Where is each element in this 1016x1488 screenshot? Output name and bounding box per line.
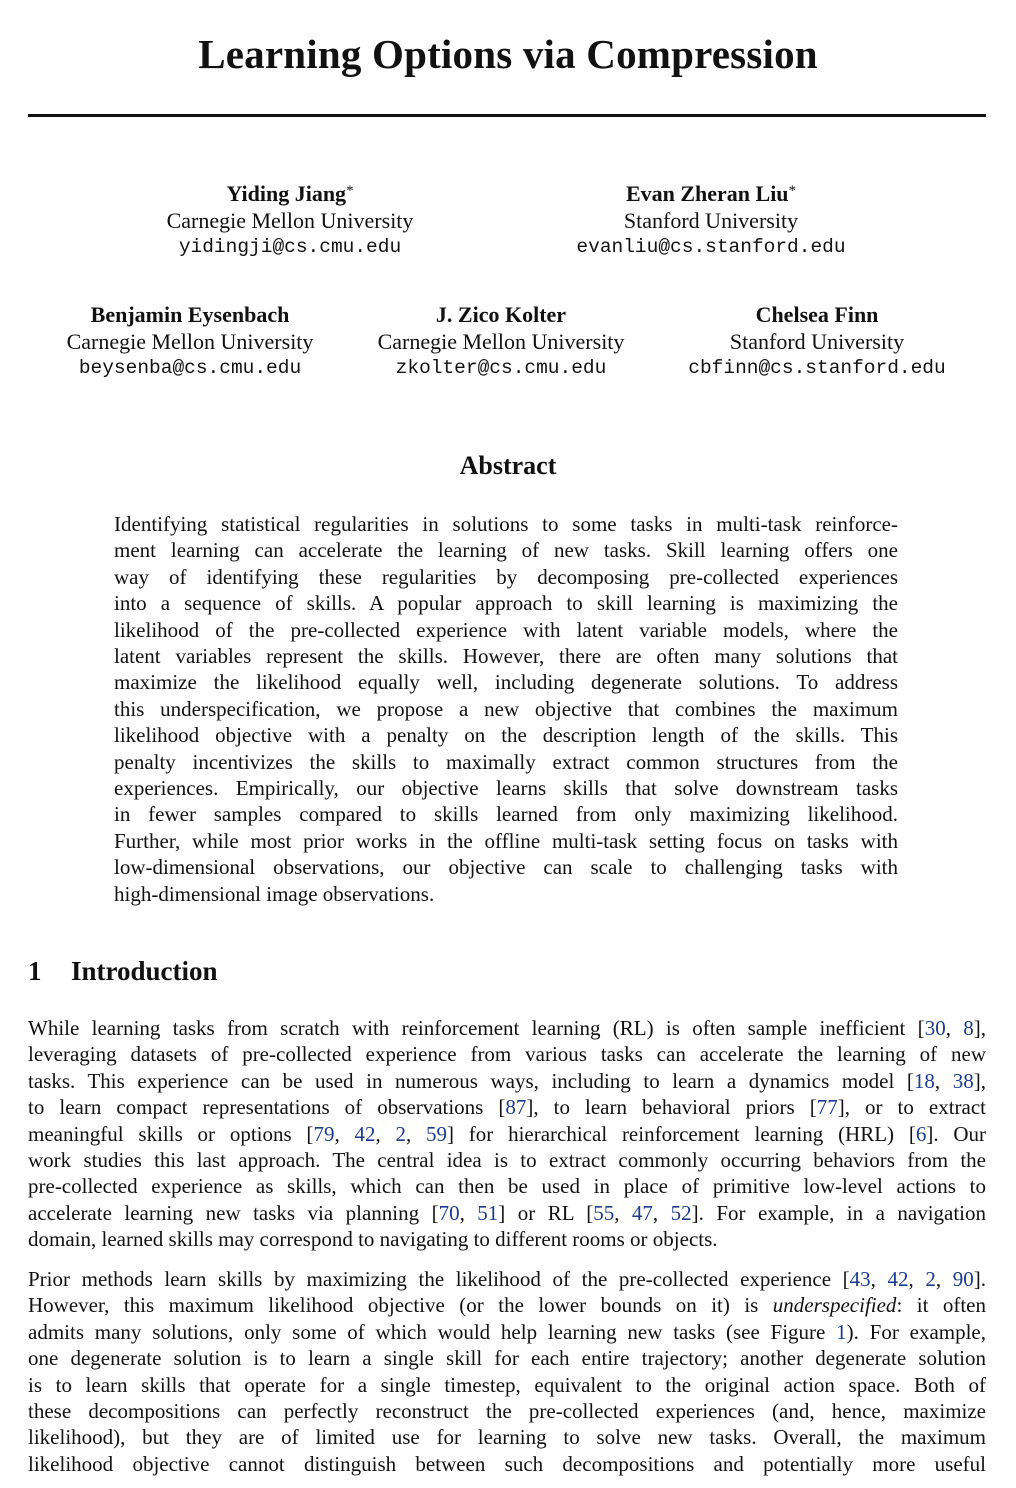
intro-paragraph-1	[28, 1015, 986, 1253]
abstract-line: likelihood of the pre-collected experience with latent variable models, where the	[114, 617, 898, 642]
abstract-line: likelihood objective with a penalty on the description length of the skills. This	[114, 723, 898, 748]
author-name: Benjamin Eysenbach	[90, 302, 290, 327]
paragraph-line: likelihood), but they are of limited use for learning to solve new tasks. Overall, the maximum	[28, 1425, 986, 1450]
citation-link[interactable]: 2	[925, 1267, 936, 1291]
abstract-line: ment learning can accelerate the learning of new tasks. Skill learning offers one	[114, 538, 898, 563]
paragraph-line: Prior methods learn skills by maximizing the likelihood of the pre-collected experience [43, 42, 2, 90].	[28, 1267, 987, 1291]
paragraph-line: pre-collected experience as skills, which can then be used in place of primitive low-level actions to	[28, 1174, 986, 1199]
section-number: 1	[28, 956, 42, 986]
abstract-body	[114, 511, 898, 907]
citation-link[interactable]: 43	[849, 1267, 871, 1291]
paragraph-line: However, this maximum likelihood objective (or the lower bounds on it) is underspecified: it often	[28, 1293, 987, 1318]
paragraph-line: is to learn skills that operate for a single timestep, equivalent to the original action space. Both of	[28, 1372, 986, 1397]
citation-link[interactable]: 42	[354, 1121, 376, 1146]
citation-link[interactable]: 55	[593, 1200, 615, 1225]
abstract-line: Identifying statistical regularities in solutions to some tasks in multi-task reinforce-	[114, 512, 898, 536]
author-block	[30, 302, 350, 382]
author-name: Chelsea Finn	[755, 302, 879, 327]
citation-link[interactable]: 2	[395, 1121, 406, 1146]
paragraph-line: While learning tasks from scratch with reinforcement learning (RL) is often sample inefficient [30, 8],	[28, 1016, 986, 1040]
citation-link[interactable]: 38	[952, 1068, 974, 1093]
title-rule	[28, 114, 986, 117]
author-block	[341, 302, 661, 382]
author-email: zkolter@cs.cmu.edu	[395, 357, 607, 379]
author-name: Yiding Jiang	[226, 181, 347, 206]
author-email: beysenba@cs.cmu.edu	[78, 357, 302, 379]
author-block	[90, 181, 490, 261]
paper-title: Learning Options via Compression	[198, 31, 818, 77]
author-affiliation: Carnegie Mellon University	[66, 328, 314, 354]
abstract-line: low-dimensional observations, our objective can scale to challenging tasks with	[114, 855, 898, 880]
abstract-line: way of identifying these regularities by decomposing pre-collected experiences	[114, 564, 898, 589]
author-email: yidingji@cs.cmu.edu	[178, 236, 402, 258]
abstract-line: Further, while most prior works in the offline multi-task setting focus on tasks with	[114, 828, 898, 853]
citation-link[interactable]: 47	[631, 1200, 653, 1225]
paragraph-line: likelihood objective cannot distinguish between such decompositions and potentially more useful	[28, 1451, 986, 1476]
citation-link[interactable]: 59	[426, 1121, 448, 1146]
citation-link[interactable]: 51	[477, 1200, 499, 1225]
paragraph-line: accelerate learning new tasks via planning [70, 51] or RL [55, 47, 52]. For example, in a navigation	[28, 1200, 987, 1225]
equal-contribution-mark: *	[346, 183, 354, 199]
citation-link[interactable]: 18	[913, 1068, 935, 1093]
figure-reference-link[interactable]: 1	[836, 1319, 847, 1344]
intro-paragraph-2	[28, 1266, 986, 1477]
section-heading	[28, 954, 218, 988]
author-email: cbfinn@cs.stanford.edu	[688, 357, 946, 379]
paragraph-line: admits many solutions, only some of which would help learning new tasks (see Figure 1). For example,	[28, 1319, 987, 1344]
paragraph-line: leveraging datasets of pre-collected experience from various tasks can accelerate the learning of new	[28, 1042, 986, 1067]
emphasis-text: underspecified	[772, 1293, 897, 1318]
citation-link[interactable]: 8	[963, 1016, 974, 1040]
author-affiliation: Carnegie Mellon University	[166, 207, 414, 233]
equal-contribution-mark: *	[788, 183, 797, 199]
abstract-line: penalty incentivizes the skills to maximally extract common structures from the	[114, 749, 898, 774]
abstract-line: latent variables represent the skills. However, there are often many solutions that	[114, 644, 898, 669]
abstract-line: into a sequence of skills. A popular approach to skill learning is maximizing the	[114, 591, 898, 616]
paragraph-line: meaningful skills or options [79, 42, 2, 59] for hierarchical reinforcement learning (HRL) [6]. Our	[28, 1121, 987, 1146]
citation-link[interactable]: 79	[313, 1121, 335, 1146]
citation-link[interactable]: 30	[924, 1016, 946, 1040]
author-affiliation: Stanford University	[729, 328, 905, 354]
abstract-line: maximize the likelihood equally well, including degenerate solutions. To address	[114, 670, 898, 695]
author-name: J. Zico Kolter	[435, 302, 567, 327]
abstract-line: high-dimensional image observations.	[114, 881, 435, 906]
author-affiliation: Stanford University	[623, 207, 799, 233]
author-affiliation: Carnegie Mellon University	[377, 328, 625, 354]
paragraph-line: one degenerate solution is to learn a single skill for each entire trajectory; another degenerate solution	[28, 1346, 986, 1371]
abstract-line: experiences. Empirically, our objective learns skills that solve downstream tasks	[114, 776, 898, 801]
author-block	[657, 302, 977, 382]
citation-link[interactable]: 77	[816, 1095, 838, 1120]
abstract-line: this underspecification, we propose a new objective that combines the maximum	[114, 696, 898, 721]
section-title: Introduction	[71, 956, 218, 986]
citation-link[interactable]: 52	[670, 1200, 692, 1225]
paragraph-line: work studies this last approach. The central idea is to extract commonly occurring behaviors from the	[28, 1148, 986, 1173]
citation-link[interactable]: 70	[438, 1200, 460, 1225]
author-block	[511, 181, 911, 261]
paragraph-line: to learn compact representations of observations [87], to learn behavioral priors [77], or to extract	[28, 1095, 986, 1120]
abstract-line: in fewer samples compared to skills learned from only maximizing likelihood.	[114, 802, 898, 827]
abstract-heading: Abstract	[459, 451, 557, 480]
citation-link[interactable]: 6	[915, 1121, 927, 1146]
paragraph-line: these decompositions can perfectly reconstruct the pre-collected experiences (and, hence, maximize	[28, 1399, 986, 1424]
citation-link[interactable]: 42	[887, 1267, 909, 1291]
author-email: evanliu@cs.stanford.edu	[576, 236, 846, 258]
paragraph-line: domain, learned skills may correspond to navigating to different rooms or objects.	[28, 1227, 718, 1252]
citation-link[interactable]: 90	[952, 1267, 974, 1291]
author-name: Evan Zheran Liu	[625, 181, 789, 206]
paragraph-line: tasks. This experience can be used in numerous ways, including to learn a dynamics model [18, 38],	[28, 1068, 986, 1093]
citation-link[interactable]: 87	[505, 1095, 527, 1120]
